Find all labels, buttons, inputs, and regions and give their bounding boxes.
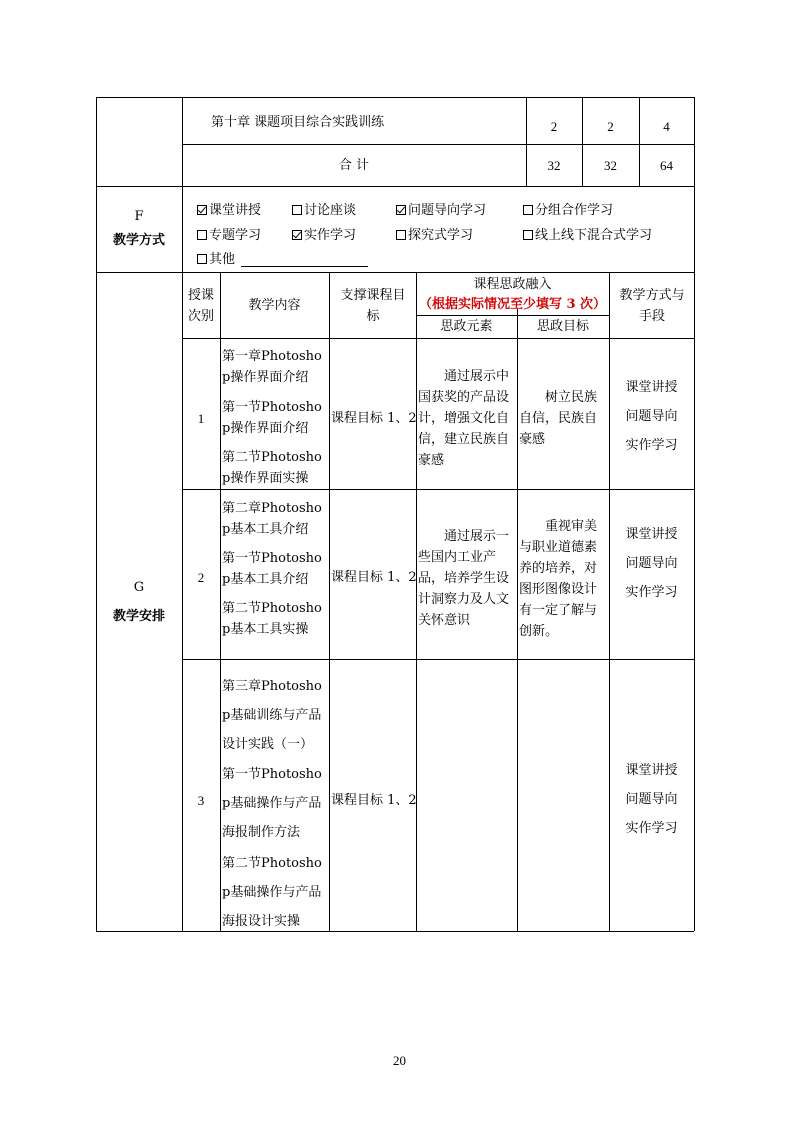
checkbox-checked-icon[interactable]: [197, 205, 207, 215]
row-method-line: 课堂讲授: [625, 380, 678, 395]
row-content: 第十章 课题项目综合实践训练: [211, 115, 385, 130]
header-goal: 支撑课程目标: [340, 288, 406, 324]
header-element: 思政元素: [440, 319, 493, 334]
row-goal: 课程目标 1、2: [331, 793, 417, 808]
row-hours-2: 2: [607, 119, 614, 134]
total-hours-3: 64: [660, 158, 673, 173]
row-ideology-goal: 树立民族自信，民族自豪感: [519, 390, 598, 447]
row-goal: 课程目标 1、2: [331, 570, 417, 585]
row-element: 通过展示一些国内工业产品，培养学生设计洞察力及人文关怀意识: [418, 529, 510, 628]
option-practice[interactable]: 实作学习: [292, 225, 356, 246]
row-hours-3: 4: [663, 119, 670, 134]
row-hours-1: 2: [550, 119, 558, 134]
checkbox-icon[interactable]: [396, 230, 406, 240]
row-method-line: 问题导向: [625, 556, 678, 571]
row-method-line: 课堂讲授: [625, 527, 678, 542]
row-content-line: 第一节Photoshop操作界面介绍: [222, 400, 322, 436]
option-other[interactable]: 其他: [197, 249, 235, 270]
row-content-line: 第二节Photoshop操作界面实操: [222, 450, 322, 486]
row-goal: 课程目标 1、2: [331, 411, 417, 426]
checkbox-icon[interactable]: [197, 254, 207, 264]
row-content-line: 第二章Photoshop基本工具介绍: [222, 501, 322, 537]
checkbox-icon[interactable]: [523, 230, 533, 240]
row-element: 通过展示中国获奖的产品设计，增强文化自信，建立民族自豪感: [418, 369, 510, 468]
header-session: 授课次别: [187, 288, 214, 324]
total-hours-2: 32: [604, 158, 617, 173]
checkbox-icon[interactable]: [197, 230, 207, 240]
option-lecture[interactable]: 课堂讲授: [197, 200, 261, 221]
row-method-line: 实作学习: [625, 585, 678, 600]
row-content-line: 第一章Photoshop操作界面介绍: [222, 349, 322, 385]
option-blended[interactable]: 线上线下混合式学习: [523, 225, 652, 246]
row-ideology-goal: 重视审美与职业道德素养的培养，对图形图像设计有一定了解与创新。: [519, 519, 598, 639]
checkbox-icon[interactable]: [523, 205, 533, 215]
option-problem-oriented[interactable]: 问题导向学习: [396, 200, 486, 221]
checkbox-checked-icon[interactable]: [396, 205, 406, 215]
section-g-title: 教学安排: [112, 609, 165, 624]
row-method-line: 问题导向: [625, 792, 678, 807]
row-session: 3: [197, 793, 205, 808]
row-method-line: 问题导向: [625, 409, 678, 424]
row-content-line: 第一节Photoshop基础操作与产品海报制作方法: [222, 767, 322, 840]
checkbox-icon[interactable]: [292, 205, 302, 215]
header-ideology-note: （根据实际情况至少填写 3 次）: [418, 297, 607, 312]
option-inquiry[interactable]: 探究式学习: [396, 225, 473, 246]
header-content: 教学内容: [248, 298, 301, 313]
header-ideology-goal: 思政目标: [536, 319, 589, 334]
total-label: 合 计: [338, 158, 370, 173]
row-content-line: 第二节Photoshop基础操作与产品海报设计实操: [222, 856, 322, 929]
other-input-line[interactable]: [241, 266, 368, 267]
row-content-line: 第一节Photoshop基本工具介绍: [222, 551, 322, 587]
option-discussion[interactable]: 讨论座谈: [292, 200, 356, 221]
section-f-code: F: [134, 209, 144, 224]
header-method: 教学方式与手段: [619, 288, 685, 324]
row-session: 1: [197, 411, 205, 426]
row-content-line: 第二节Photoshop基本工具实操: [222, 601, 322, 637]
checkbox-checked-icon[interactable]: [292, 230, 302, 240]
row-method-line: 课堂讲授: [625, 763, 678, 778]
row-content-line: 第三章Photoshop基础训练与产品设计实践（一）: [222, 679, 322, 752]
option-topic-study[interactable]: 专题学习: [197, 225, 261, 246]
section-f-title: 教学方式: [112, 233, 165, 248]
total-hours-1: 32: [547, 158, 561, 173]
section-g-code: G: [133, 580, 145, 595]
row-method-line: 实作学习: [625, 821, 678, 836]
page-number: 20: [393, 1053, 406, 1068]
option-group-work[interactable]: 分组合作学习: [523, 200, 613, 221]
header-ideology: 课程思政融入: [473, 277, 552, 292]
row-session: 2: [197, 570, 205, 585]
row-method-line: 实作学习: [625, 438, 678, 453]
